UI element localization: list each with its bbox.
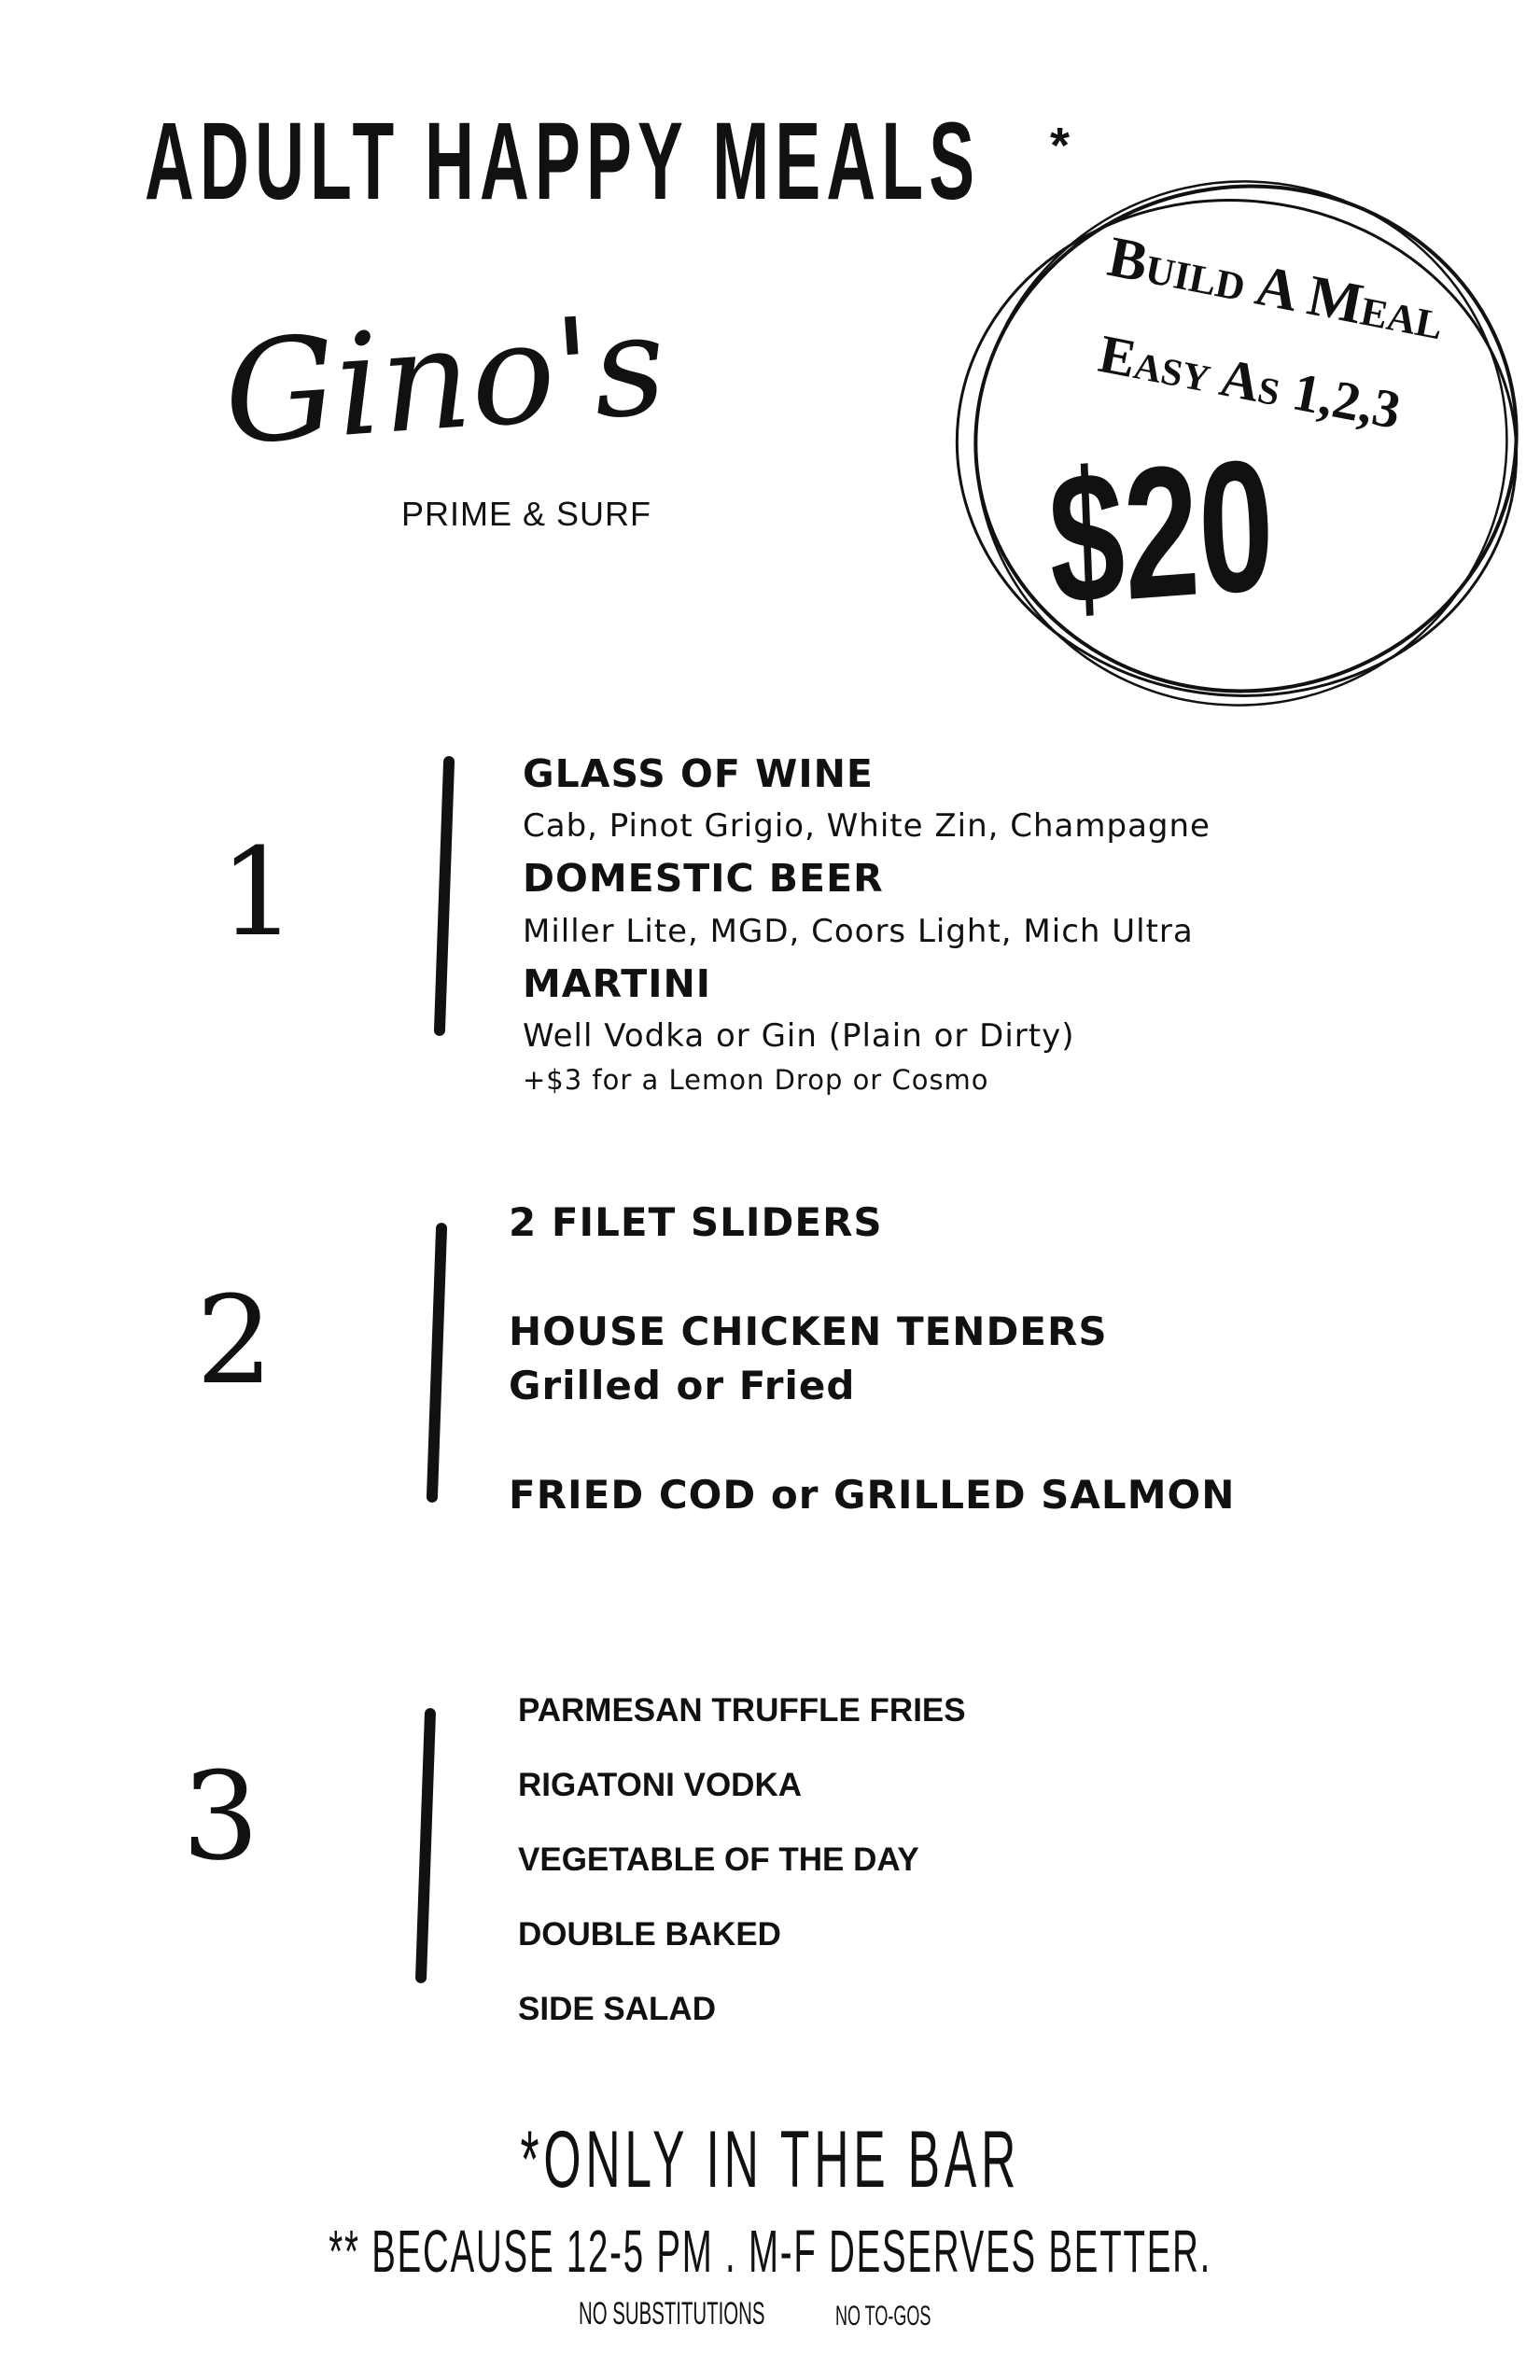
item-beer-detail: Miller Lite, MGD, Coors Light, Mich Ultra <box>523 913 1194 950</box>
step-divider-3 <box>415 1708 436 1983</box>
item-martini: MARTINI <box>523 961 712 1006</box>
item-domestic-beer: DOMESTIC BEER <box>523 856 884 901</box>
item-cod-or-salmon: FRIED COD or GRILLED SALMON <box>509 1472 1236 1518</box>
step-divider-2 <box>427 1223 447 1503</box>
footer-no-substitutions: NO SUBSTITUTIONS <box>579 2296 765 2331</box>
footer-only-in-bar: *ONLY IN THE BAR <box>520 2115 1020 2205</box>
item-wine-detail: Cab, Pinot Grigio, White Zin, Champagne <box>523 807 1211 845</box>
badge-build-a-meal: Build A Meal <box>1102 224 1449 353</box>
logo-subtitle: PRIME & SURF <box>401 495 652 533</box>
item-rigatoni-vodka: RIGATONI VODKA <box>518 1767 802 1803</box>
item-vegetable-of-the-day: VEGETABLE OF THE DAY <box>518 1841 919 1878</box>
item-double-baked: DOUBLE BAKED <box>518 1916 781 1953</box>
step-number-1: 1 <box>219 821 297 963</box>
item-tenders-detail: Grilled or Fried <box>509 1363 856 1408</box>
item-filet-sliders: 2 FILET SLIDERS <box>509 1199 883 1245</box>
item-martini-note: +$3 for a Lemon Drop or Cosmo <box>523 1064 989 1096</box>
restaurant-logo <box>218 283 821 579</box>
step-divider-1 <box>434 756 455 1036</box>
price-badge <box>938 168 1535 728</box>
step-number-3: 3 <box>182 1745 259 1887</box>
badge-easy-as: Easy As 1,2,3 <box>1094 322 1407 441</box>
item-chicken-tenders: HOUSE CHICKEN TENDERS <box>509 1309 1108 1354</box>
step-number-2: 2 <box>196 1269 273 1411</box>
item-truffle-fries: PARMESAN TRUFFLE FRIES <box>518 1692 966 1729</box>
item-side-salad: SIDE SALAD <box>518 1991 716 2027</box>
footer-no-to-gos: NO TO-GOS <box>835 2301 931 2331</box>
logo-script-name: Gino's <box>218 283 671 477</box>
item-glass-of-wine: GLASS OF WINE <box>523 751 874 796</box>
title-asterisk: * <box>1050 118 1071 174</box>
badge-price: $20 <box>1045 420 1278 645</box>
item-martini-detail: Well Vodka or Gin (Plain or Dirty) <box>523 1017 1075 1055</box>
menu-title: ADULT HAPPY MEALS <box>145 100 981 223</box>
footer-hours: ** BECAUSE 12-5 PM . M-F DESERVES BETTER. <box>329 2218 1211 2285</box>
